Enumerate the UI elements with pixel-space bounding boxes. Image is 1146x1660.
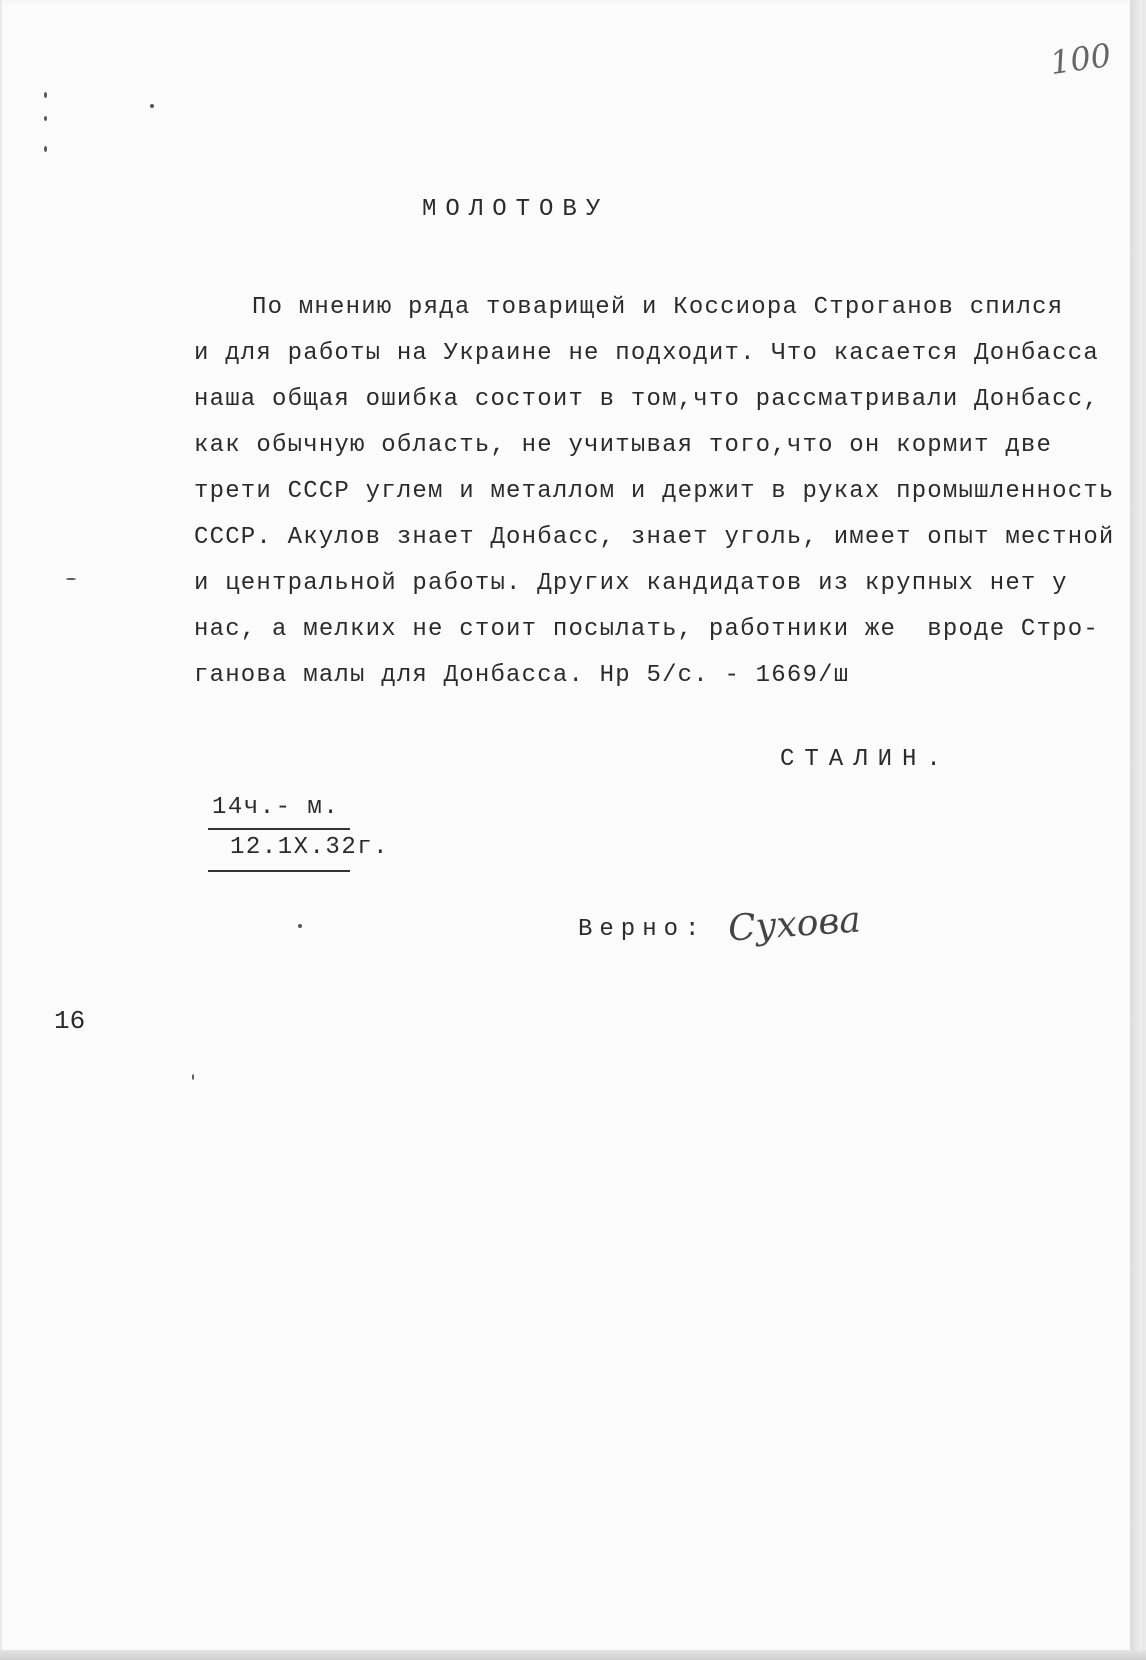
body-line: и для работы на Украине не подходит. Что касается Донбасса	[194, 340, 1099, 367]
body-line: наша общая ошибка состоит в том,что рассматривали Донбасс,	[194, 386, 1099, 413]
body-line: нас, а мелких не стоит посылать, работники же вроде Стро-	[194, 616, 1099, 643]
date-underline	[208, 870, 350, 872]
body-line: как обычную область, не учитывая того,что он кормит две	[194, 432, 1053, 459]
paper-speck	[44, 116, 47, 121]
addressee-heading: МОЛОТОВУ	[422, 196, 610, 223]
body-line: По мнению ряда товарищей и Коссиора Строганов спился	[252, 294, 1064, 321]
paper-speck	[44, 146, 47, 152]
body-line: ганова малы для Донбасса. Нр 5/с. - 1669/ш	[194, 662, 850, 689]
paper-speck	[150, 104, 154, 108]
document-page	[2, 0, 1142, 1660]
body-line: трети СССР углем и металлом и держит в руках промышленность	[194, 478, 1115, 505]
body-line: и центральной работы. Других кандидатов из крупных нет у	[194, 570, 1068, 597]
page-edge-shadow	[1130, 0, 1142, 1660]
time-stamp: 14ч.- м.	[212, 794, 340, 821]
paper-speck	[192, 1074, 194, 1080]
time-underline	[208, 828, 350, 830]
archive-page-number: 100	[1047, 35, 1114, 83]
margin-number: 16	[54, 1006, 86, 1036]
page-bottom-edge	[0, 1650, 1146, 1660]
paper-speck	[298, 924, 302, 928]
date-stamp: 12.1Х.32г.	[230, 834, 390, 861]
body-line: СССР. Акулов знает Донбасс, знает уголь, имеет опыт местной	[194, 524, 1115, 551]
signature-name: СТАЛИН.	[780, 746, 951, 773]
certifier-signature: Сухова	[726, 899, 863, 950]
paper-speck	[66, 578, 76, 580]
certification-label: Верно:	[578, 916, 707, 943]
paper-speck	[44, 92, 47, 98]
